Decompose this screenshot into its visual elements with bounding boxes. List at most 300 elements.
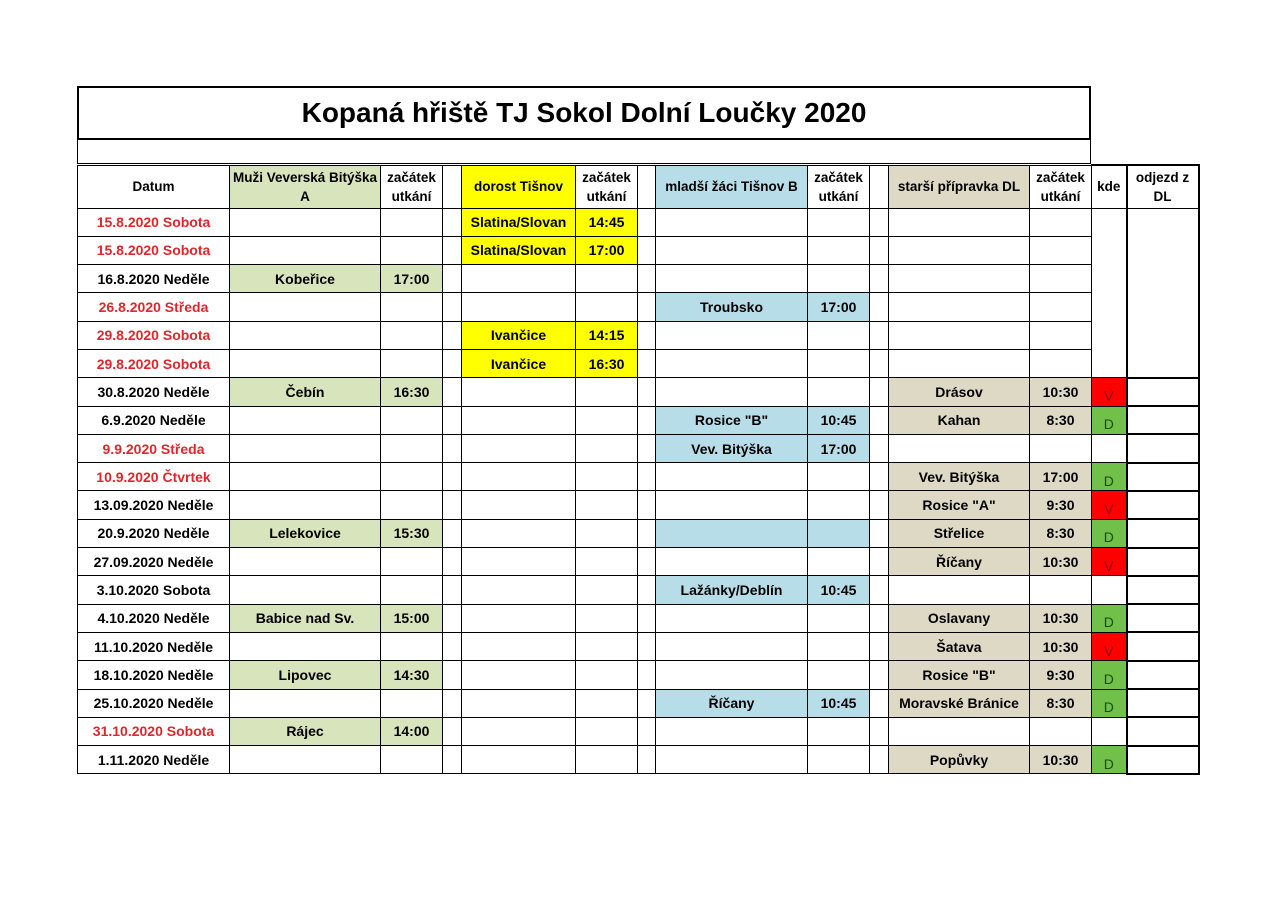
date-cell: 11.10.2020 Neděle	[78, 632, 230, 660]
page-title: Kopaná hřiště TJ Sokol Dolní Loučky 2020	[77, 86, 1091, 140]
spacer-cell	[870, 293, 889, 321]
kde-cell	[1092, 293, 1127, 321]
muzi-opponent-cell	[230, 491, 381, 519]
header-odjezd: odjezd z DL	[1127, 165, 1199, 208]
dorost-start-cell	[576, 548, 638, 576]
dorost-opponent-cell: Slatina/Slovan	[462, 236, 576, 264]
starsi-start-cell: 10:30	[1030, 746, 1092, 774]
kde-cell	[1092, 632, 1127, 660]
muzi-opponent-cell: Lipovec	[230, 661, 381, 689]
muzi-opponent-cell	[230, 236, 381, 264]
spacer-cell	[638, 632, 656, 660]
muzi-opponent-cell: Kobeřice	[230, 265, 381, 293]
mladsi-start-cell	[808, 717, 870, 745]
spacer-cell	[443, 604, 462, 632]
mladsi-opponent-cell	[656, 746, 808, 774]
schedule-table	[77, 164, 1200, 775]
dorost-start-cell: 14:45	[576, 208, 638, 236]
dorost-start-cell	[576, 717, 638, 745]
muzi-opponent-cell	[230, 434, 381, 462]
kde-value: V	[1104, 557, 1114, 574]
odjezd-cell	[1127, 236, 1199, 264]
mladsi-opponent-cell	[656, 378, 808, 406]
spacer-cell	[443, 689, 462, 717]
starsi-opponent-cell	[889, 208, 1030, 236]
mladsi-opponent-cell	[656, 632, 808, 660]
mladsi-opponent-cell: Rosice "B"	[656, 406, 808, 434]
date-cell: 18.10.2020 Neděle	[78, 661, 230, 689]
starsi-opponent-cell: Říčany	[889, 548, 1030, 576]
dorost-opponent-cell	[462, 604, 576, 632]
kde-cell	[1092, 717, 1127, 745]
muzi-start-cell: 14:00	[381, 717, 443, 745]
spacer-cell	[638, 378, 656, 406]
spacer-cell	[870, 321, 889, 349]
spacer-cell	[638, 349, 656, 377]
odjezd-cell	[1127, 434, 1199, 462]
spacer-cell	[870, 491, 889, 519]
mladsi-opponent-cell	[656, 236, 808, 264]
muzi-start-cell	[381, 434, 443, 462]
table-row	[78, 349, 1199, 377]
starsi-opponent-cell: Drásov	[889, 378, 1030, 406]
starsi-start-cell: 10:30	[1030, 548, 1092, 576]
header-starsi: starší přípravka DL	[889, 165, 1030, 208]
kde-value: D	[1103, 416, 1114, 433]
muzi-start-cell	[381, 491, 443, 519]
muzi-opponent-cell	[230, 293, 381, 321]
dorost-opponent-cell: Ivančice	[462, 349, 576, 377]
dorost-opponent-cell	[462, 434, 576, 462]
muzi-start-cell	[381, 236, 443, 264]
dorost-start-cell	[576, 604, 638, 632]
starsi-opponent-cell	[889, 576, 1030, 604]
dorost-start-cell	[576, 689, 638, 717]
odjezd-cell	[1127, 548, 1199, 576]
spacer-cell	[443, 491, 462, 519]
spacer-cell	[443, 576, 462, 604]
spacer-cell	[638, 689, 656, 717]
odjezd-cell	[1127, 406, 1199, 434]
kde-cell	[1092, 349, 1127, 377]
spacer-cell	[638, 746, 656, 774]
table-row	[78, 604, 1199, 632]
mladsi-opponent-cell	[656, 548, 808, 576]
dorost-start-cell	[576, 463, 638, 491]
starsi-start-cell	[1030, 208, 1092, 236]
starsi-opponent-cell: Oslavany	[889, 604, 1030, 632]
mladsi-opponent-cell	[656, 463, 808, 491]
spacer-cell	[870, 378, 889, 406]
muzi-opponent-cell	[230, 406, 381, 434]
spacer-cell	[443, 661, 462, 689]
starsi-start-cell: 17:00	[1030, 463, 1092, 491]
kde-value: D	[1103, 614, 1114, 631]
muzi-opponent-cell	[230, 746, 381, 774]
spacer-cell	[443, 717, 462, 745]
spacer-cell	[870, 632, 889, 660]
mladsi-opponent-cell	[656, 519, 808, 547]
muzi-opponent-cell: Rájec	[230, 717, 381, 745]
odjezd-cell	[1127, 293, 1199, 321]
muzi-start-cell	[381, 548, 443, 576]
mladsi-start-cell	[808, 378, 870, 406]
date-cell: 9.9.2020 Středa	[78, 434, 230, 462]
date-cell: 6.9.2020 Neděle	[78, 406, 230, 434]
kde-value: V	[1104, 642, 1114, 659]
date-cell: 15.8.2020 Sobota	[78, 236, 230, 264]
kde-value: D	[1103, 699, 1114, 716]
dorost-start-cell	[576, 406, 638, 434]
table-row	[78, 746, 1199, 774]
starsi-start-cell: 8:30	[1030, 519, 1092, 547]
kde-cell	[1092, 491, 1127, 519]
table-row	[78, 519, 1199, 547]
starsi-start-cell	[1030, 265, 1092, 293]
header-datum: Datum	[78, 165, 230, 208]
odjezd-cell	[1127, 519, 1199, 547]
starsi-opponent-cell: Střelice	[889, 519, 1030, 547]
odjezd-cell	[1127, 576, 1199, 604]
spacer-cell	[638, 265, 656, 293]
muzi-start-cell	[381, 349, 443, 377]
spacer-cell	[443, 548, 462, 576]
mladsi-start-cell	[808, 491, 870, 519]
spacer-cell	[870, 463, 889, 491]
dorost-start-cell	[576, 576, 638, 604]
table-row	[78, 632, 1199, 660]
dorost-start-cell	[576, 746, 638, 774]
mladsi-opponent-cell: Vev. Bitýška	[656, 434, 808, 462]
muzi-start-cell	[381, 746, 443, 774]
spacer-cell	[638, 548, 656, 576]
muzi-start-cell	[381, 463, 443, 491]
table-row	[78, 265, 1199, 293]
title-spacer	[77, 140, 1091, 164]
kde-cell	[1092, 406, 1127, 434]
starsi-start-cell: 8:30	[1030, 406, 1092, 434]
dorost-opponent-cell	[462, 689, 576, 717]
muzi-start-cell	[381, 689, 443, 717]
starsi-start-cell	[1030, 576, 1092, 604]
mladsi-opponent-cell	[656, 661, 808, 689]
starsi-opponent-cell	[889, 321, 1030, 349]
muzi-start-cell	[381, 321, 443, 349]
date-cell: 15.8.2020 Sobota	[78, 208, 230, 236]
muzi-opponent-cell	[230, 208, 381, 236]
spacer-cell	[638, 463, 656, 491]
dorost-start-cell	[576, 632, 638, 660]
date-cell: 13.09.2020 Neděle	[78, 491, 230, 519]
spacer-cell	[443, 746, 462, 774]
starsi-opponent-cell: Moravské Bránice	[889, 689, 1030, 717]
dorost-start-cell: 14:15	[576, 321, 638, 349]
muzi-opponent-cell	[230, 632, 381, 660]
starsi-start-cell	[1030, 717, 1092, 745]
header-mladsi: mladší žáci Tišnov B	[656, 165, 808, 208]
starsi-opponent-cell: Rosice "A"	[889, 491, 1030, 519]
dorost-opponent-cell	[462, 632, 576, 660]
dorost-opponent-cell	[462, 491, 576, 519]
spacer-cell	[443, 349, 462, 377]
muzi-start-cell	[381, 293, 443, 321]
table-row	[78, 208, 1199, 236]
kde-cell	[1092, 604, 1127, 632]
mladsi-opponent-cell: Lažánky/Deblín	[656, 576, 808, 604]
date-cell: 29.8.2020 Sobota	[78, 321, 230, 349]
mladsi-start-cell	[808, 321, 870, 349]
kde-value: V	[1104, 501, 1114, 518]
date-cell: 26.8.2020 Středa	[78, 293, 230, 321]
starsi-start-cell	[1030, 321, 1092, 349]
spacer-cell	[443, 265, 462, 293]
odjezd-cell	[1127, 378, 1199, 406]
mladsi-start-cell	[808, 632, 870, 660]
dorost-opponent-cell	[462, 406, 576, 434]
spacer-cell	[638, 236, 656, 264]
table-row	[78, 236, 1199, 264]
odjezd-cell	[1127, 632, 1199, 660]
mladsi-start-cell: 17:00	[808, 293, 870, 321]
kde-cell	[1092, 576, 1127, 604]
spacer-cell	[443, 236, 462, 264]
table-row	[78, 576, 1199, 604]
starsi-opponent-cell: Šatava	[889, 632, 1030, 660]
spacer-cell	[638, 604, 656, 632]
muzi-opponent-cell	[230, 576, 381, 604]
header-start-starsi: začátek utkání	[1030, 165, 1092, 208]
starsi-start-cell	[1030, 293, 1092, 321]
kde-cell	[1092, 265, 1127, 293]
starsi-start-cell: 8:30	[1030, 689, 1092, 717]
odjezd-cell	[1127, 463, 1199, 491]
starsi-start-cell: 10:30	[1030, 632, 1092, 660]
odjezd-cell	[1127, 689, 1199, 717]
spacer-cell	[638, 208, 656, 236]
mladsi-start-cell: 10:45	[808, 576, 870, 604]
date-cell: 29.8.2020 Sobota	[78, 349, 230, 377]
spacer-cell	[443, 293, 462, 321]
odjezd-cell	[1127, 717, 1199, 745]
spacer-cell	[870, 746, 889, 774]
dorost-start-cell	[576, 378, 638, 406]
table-row	[78, 689, 1199, 717]
starsi-start-cell: 9:30	[1030, 491, 1092, 519]
starsi-start-cell	[1030, 236, 1092, 264]
starsi-start-cell	[1030, 349, 1092, 377]
dorost-opponent-cell	[462, 265, 576, 293]
spacer-cell	[870, 208, 889, 236]
spacer-cell	[870, 689, 889, 717]
date-cell: 27.09.2020 Neděle	[78, 548, 230, 576]
spacer-cell	[638, 321, 656, 349]
dorost-start-cell	[576, 661, 638, 689]
table-header-row	[78, 165, 1199, 208]
muzi-start-cell	[381, 208, 443, 236]
starsi-opponent-cell: Vev. Bitýška	[889, 463, 1030, 491]
dorost-start-cell	[576, 491, 638, 519]
spacer-cell	[870, 236, 889, 264]
spacer-cell	[638, 491, 656, 519]
dorost-opponent-cell	[462, 576, 576, 604]
mladsi-start-cell	[808, 208, 870, 236]
spacer-cell	[443, 434, 462, 462]
header-spacer	[870, 165, 889, 208]
dorost-opponent-cell	[462, 519, 576, 547]
spacer-cell	[638, 293, 656, 321]
mladsi-start-cell	[808, 463, 870, 491]
muzi-start-cell: 14:30	[381, 661, 443, 689]
muzi-start-cell: 17:00	[381, 265, 443, 293]
muzi-start-cell	[381, 406, 443, 434]
header-spacer	[443, 165, 462, 208]
starsi-start-cell	[1030, 434, 1092, 462]
spacer-cell	[870, 349, 889, 377]
kde-cell	[1092, 463, 1127, 491]
muzi-opponent-cell: Čebín	[230, 378, 381, 406]
mladsi-start-cell	[808, 746, 870, 774]
mladsi-opponent-cell: Říčany	[656, 689, 808, 717]
header-start-dorost: začátek utkání	[576, 165, 638, 208]
mladsi-opponent-cell	[656, 604, 808, 632]
dorost-start-cell: 17:00	[576, 236, 638, 264]
spacer-cell	[870, 519, 889, 547]
dorost-opponent-cell	[462, 717, 576, 745]
header-spacer	[638, 165, 656, 208]
odjezd-cell	[1127, 746, 1199, 774]
date-cell: 30.8.2020 Neděle	[78, 378, 230, 406]
kde-cell	[1092, 519, 1127, 547]
mladsi-opponent-cell	[656, 717, 808, 745]
date-cell: 31.10.2020 Sobota	[78, 717, 230, 745]
date-cell: 16.8.2020 Neděle	[78, 265, 230, 293]
spacer-cell	[870, 604, 889, 632]
spacer-cell	[870, 548, 889, 576]
table-row	[78, 717, 1199, 745]
kde-cell	[1092, 689, 1127, 717]
spacer-cell	[870, 265, 889, 293]
muzi-opponent-cell	[230, 463, 381, 491]
spacer-cell	[870, 661, 889, 689]
starsi-start-cell: 9:30	[1030, 661, 1092, 689]
muzi-start-cell: 16:30	[381, 378, 443, 406]
kde-value: D	[1103, 670, 1114, 687]
date-cell: 20.9.2020 Neděle	[78, 519, 230, 547]
table-row	[78, 463, 1199, 491]
table-row	[78, 378, 1199, 406]
dorost-opponent-cell	[462, 661, 576, 689]
spacer-cell	[870, 576, 889, 604]
mladsi-opponent-cell	[656, 265, 808, 293]
dorost-opponent-cell	[462, 746, 576, 774]
muzi-start-cell: 15:00	[381, 604, 443, 632]
starsi-opponent-cell: Kahan	[889, 406, 1030, 434]
muzi-start-cell	[381, 576, 443, 604]
date-cell: 25.10.2020 Neděle	[78, 689, 230, 717]
mladsi-start-cell	[808, 661, 870, 689]
muzi-opponent-cell	[230, 321, 381, 349]
odjezd-cell	[1127, 321, 1199, 349]
kde-cell	[1092, 236, 1127, 264]
kde-value: D	[1103, 529, 1114, 546]
kde-cell	[1092, 208, 1127, 236]
header-kde: kde	[1092, 165, 1127, 208]
date-cell: 1.11.2020 Neděle	[78, 746, 230, 774]
mladsi-start-cell: 10:45	[808, 406, 870, 434]
dorost-start-cell	[576, 434, 638, 462]
date-cell: 4.10.2020 Neděle	[78, 604, 230, 632]
starsi-opponent-cell	[889, 293, 1030, 321]
mladsi-opponent-cell	[656, 349, 808, 377]
odjezd-cell	[1127, 208, 1199, 236]
kde-cell	[1092, 548, 1127, 576]
starsi-opponent-cell: Rosice "B"	[889, 661, 1030, 689]
table-row	[78, 321, 1199, 349]
spacer-cell	[443, 463, 462, 491]
dorost-opponent-cell	[462, 378, 576, 406]
table-row	[78, 548, 1199, 576]
spacer-cell	[638, 434, 656, 462]
header-dorost: dorost Tišnov	[462, 165, 576, 208]
spacer-cell	[638, 519, 656, 547]
kde-cell	[1092, 661, 1127, 689]
muzi-opponent-cell	[230, 689, 381, 717]
starsi-opponent-cell: Popůvky	[889, 746, 1030, 774]
date-cell: 10.9.2020 Čtvrtek	[78, 463, 230, 491]
spacer-cell	[443, 406, 462, 434]
starsi-opponent-cell	[889, 434, 1030, 462]
header-muzi: Muži Veverská Bitýška A	[230, 165, 381, 208]
starsi-start-cell: 10:30	[1030, 604, 1092, 632]
spacer-cell	[443, 321, 462, 349]
kde-cell	[1092, 434, 1127, 462]
kde-cell	[1092, 321, 1127, 349]
mladsi-start-cell	[808, 265, 870, 293]
table-row	[78, 406, 1199, 434]
starsi-opponent-cell	[889, 717, 1030, 745]
spacer-cell	[870, 406, 889, 434]
dorost-start-cell	[576, 265, 638, 293]
spacer-cell	[638, 406, 656, 434]
dorost-opponent-cell: Ivančice	[462, 321, 576, 349]
odjezd-cell	[1127, 491, 1199, 519]
mladsi-start-cell	[808, 604, 870, 632]
spacer-cell	[638, 661, 656, 689]
odjezd-cell	[1127, 604, 1199, 632]
dorost-opponent-cell	[462, 463, 576, 491]
header-start-muzi: začátek utkání	[381, 165, 443, 208]
dorost-opponent-cell	[462, 293, 576, 321]
muzi-opponent-cell: Babice nad Sv.	[230, 604, 381, 632]
odjezd-cell	[1127, 265, 1199, 293]
dorost-start-cell	[576, 293, 638, 321]
table-row	[78, 661, 1199, 689]
spacer-cell	[443, 632, 462, 660]
spacer-cell	[443, 208, 462, 236]
muzi-start-cell: 15:30	[381, 519, 443, 547]
mladsi-opponent-cell: Troubsko	[656, 293, 808, 321]
mladsi-start-cell	[808, 349, 870, 377]
kde-cell	[1092, 746, 1127, 774]
mladsi-start-cell	[808, 519, 870, 547]
muzi-start-cell	[381, 632, 443, 660]
odjezd-cell	[1127, 661, 1199, 689]
kde-value: D	[1103, 472, 1114, 489]
starsi-opponent-cell	[889, 349, 1030, 377]
spacer-cell	[443, 378, 462, 406]
dorost-start-cell	[576, 519, 638, 547]
starsi-opponent-cell	[889, 265, 1030, 293]
